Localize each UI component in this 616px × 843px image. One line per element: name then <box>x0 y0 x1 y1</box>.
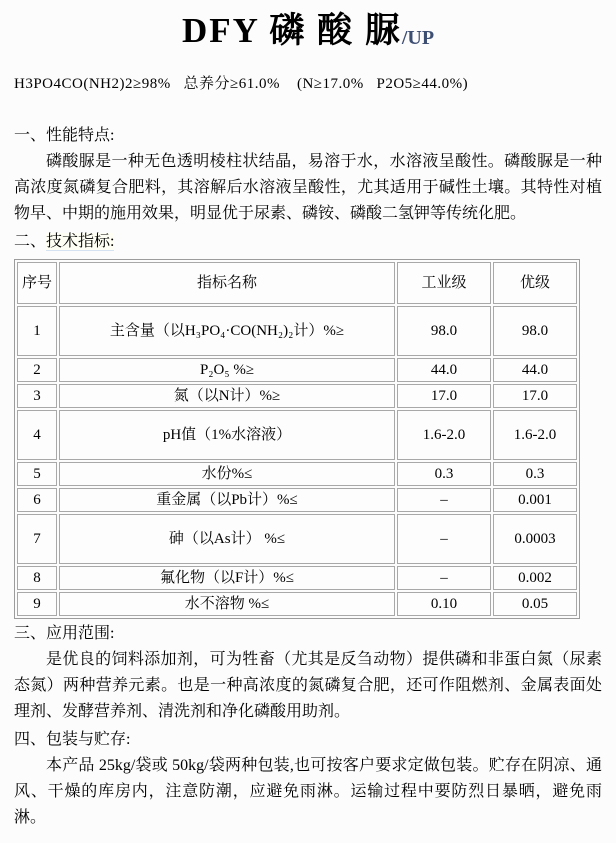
cell-no: 5 <box>17 462 57 486</box>
cell-premium: 0.002 <box>493 566 577 590</box>
section-body-performance: 磷酸脲是一种无色透明棱柱状结晶，易溶于水，水溶液呈酸性。磷酸脲是一种高浓度氮磷复合肥料，其溶解后水溶液呈酸性，尤其适用于碱性土壤。其特性对植物早、中期的施用效果，明显优于尿素、磷铵、磷酸二氢钾等传统化肥。 <box>14 153 602 222</box>
cell-industrial: 98.0 <box>397 306 491 356</box>
cell-premium: 0.0003 <box>493 514 577 564</box>
cell-premium: 0.05 <box>493 592 577 616</box>
cell-name: 砷（以As计） %≤ <box>59 514 395 564</box>
section-heading-specs-prefix: 二、 <box>14 233 47 250</box>
cell-industrial: – <box>397 514 491 564</box>
table-header-row <box>17 262 577 304</box>
section-heading-specs <box>14 229 602 255</box>
cell-name: P₂O₅ %≥ <box>59 358 395 382</box>
table-row <box>17 384 577 408</box>
chemical-spec-line: H3PO4CO(NH2)2≥98% 总养分≥61.0% (N≥17.0% P2O5≥44.0%) <box>14 76 469 92</box>
table-header-name: 指标名称 <box>59 262 395 304</box>
table-row <box>17 514 577 564</box>
table-row <box>17 358 577 382</box>
cell-name: 重金属（以Pb计）%≤ <box>59 488 395 512</box>
cell-industrial: 0.10 <box>397 592 491 616</box>
cell-no: 2 <box>17 358 57 382</box>
product-title-suffix: /UP <box>401 27 435 49</box>
cell-premium: 0.001 <box>493 488 577 512</box>
cell-no: 9 <box>17 592 57 616</box>
table-row <box>17 462 577 486</box>
cell-no: 4 <box>17 410 57 460</box>
table-header-premium: 优级 <box>493 262 577 304</box>
cell-name: 水份%≤ <box>59 462 395 486</box>
page-title <box>14 10 602 59</box>
cell-no: 7 <box>17 514 57 564</box>
cell-no: 1 <box>17 306 57 356</box>
cell-no: 6 <box>17 488 57 512</box>
section-heading-application: 三、应用范围: <box>14 625 115 642</box>
table-row <box>17 566 577 590</box>
table-row <box>17 592 577 616</box>
section-body-packaging: 本产品 25kg/袋或 50kg/袋两种包装,也可按客户要求定做包装。贮存在阴凉、通风、干燥的库房内，注意防潮，应避免雨淋。运输过程中要防烈日暴晒，避免雨淋。 <box>14 757 602 826</box>
cell-industrial: – <box>397 566 491 590</box>
section-body-application: 是优良的饲料添加剂，可为牲畜（尤其是反刍动物）提供磷和非蛋白氮（尿素态氮）两种营养元素。也是一种高浓度的氮磷复合肥，还可作阻燃剂、金属表面处理剂、发酵营养剂、清洗剂和净化磷酸用助剂。 <box>14 651 602 720</box>
spec-table <box>14 259 580 619</box>
cell-premium: 98.0 <box>493 306 577 356</box>
cell-premium: 1.6-2.0 <box>493 410 577 460</box>
table-header-industrial: 工业级 <box>397 262 491 304</box>
section-heading-performance: 一、性能特点: <box>14 127 115 144</box>
cell-premium: 0.3 <box>493 462 577 486</box>
table-row <box>17 410 577 460</box>
table-row <box>17 488 577 512</box>
cell-industrial: 1.6-2.0 <box>397 410 491 460</box>
cell-industrial: 44.0 <box>397 358 491 382</box>
cell-premium: 44.0 <box>493 358 577 382</box>
table-header-no: 序号 <box>17 262 57 304</box>
cell-no: 8 <box>17 566 57 590</box>
cell-name: 主含量（以H₃PO₄·CO(NH₂)₂计）%≥ <box>59 306 395 356</box>
product-title: DFY 磷 酸 脲 <box>181 11 402 50</box>
table-row <box>17 306 577 356</box>
cell-name: 水不溶物 %≤ <box>59 592 395 616</box>
cell-premium: 17.0 <box>493 384 577 408</box>
cell-industrial: 0.3 <box>397 462 491 486</box>
cell-name: 氮（以N计）%≥ <box>59 384 395 408</box>
cell-name: pH值（1%水溶液） <box>59 410 395 460</box>
cell-industrial: – <box>397 488 491 512</box>
cell-no: 3 <box>17 384 57 408</box>
cell-industrial: 17.0 <box>397 384 491 408</box>
section-heading-specs-label: 技术指标: <box>46 233 115 250</box>
cell-name: 氟化物（以F计）%≤ <box>59 566 395 590</box>
section-heading-packaging: 四、包装与贮存: <box>14 731 131 748</box>
